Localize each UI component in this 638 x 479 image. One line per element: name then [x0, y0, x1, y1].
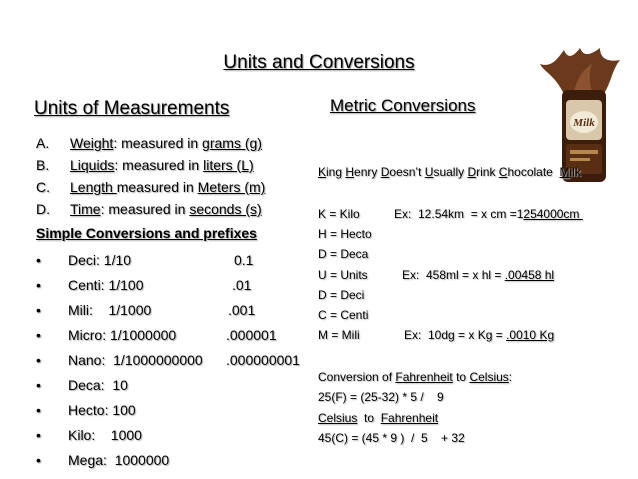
temp-text: Conversion of	[318, 370, 396, 384]
temperature-heading	[318, 367, 512, 387]
metric-answer: 254000cm	[523, 207, 583, 221]
prefix-label: Centi: 1/100	[68, 277, 144, 293]
metric-example-text: Ex: 458ml = x hl =	[402, 268, 505, 282]
temperature-formula-2: 45(C) = (45 * 9 ) / 5 + 32	[318, 431, 465, 445]
mnemonic-rest: ilk	[569, 165, 581, 179]
metric-row	[318, 285, 364, 305]
temp-text: :	[508, 370, 513, 384]
prefix-label: Nano: 1/1000000000	[68, 352, 203, 368]
carton-label: Milk	[573, 117, 595, 129]
temp-unit-fahrenheit: Fahrenheit	[395, 370, 453, 384]
bullet: •	[36, 352, 41, 368]
metric-example	[394, 204, 583, 224]
definition-sep: : measured in	[114, 157, 204, 173]
mnemonic-rest: rink	[476, 165, 499, 179]
mnemonic-initial: M	[559, 165, 570, 179]
metric-label: U = Units	[318, 268, 368, 282]
mnemonic-rest: oesn’t	[389, 165, 425, 179]
prefix-label: Deci: 1/10	[68, 252, 132, 268]
temp-text: to	[357, 411, 381, 425]
mnemonic-rest: ing	[326, 165, 346, 179]
temp-text: to	[452, 370, 470, 384]
metric-row	[318, 325, 555, 345]
metric-example	[402, 265, 554, 285]
mnemonic-initial: C	[498, 165, 508, 179]
mnemonic-rest: sually	[433, 165, 468, 179]
mnemonic-initial: D	[467, 165, 477, 179]
metric-row	[318, 244, 368, 264]
metric-label: M = Mili	[318, 328, 360, 342]
metric-example-text: Ex: 12.54km = x cm =1	[394, 207, 524, 221]
prefix-label: Deca: 10	[68, 377, 128, 393]
mnemonic-initial: K	[318, 165, 327, 179]
metric-row	[318, 265, 555, 285]
metric-example	[404, 325, 554, 345]
bullet: •	[36, 252, 41, 268]
prefix-value: 0.1	[234, 252, 254, 268]
mnemonic-line	[318, 162, 581, 182]
definition-unit: seconds (s)	[189, 201, 262, 217]
prefix-value: .01	[232, 277, 252, 293]
metric-label: C = Centi	[318, 308, 369, 322]
prefix-label: Mili: 1/1000	[68, 302, 152, 318]
definition-unit: grams (g)	[202, 135, 262, 151]
prefix-heading	[36, 222, 257, 244]
prefix-label: Kilo: 1000	[68, 427, 142, 443]
bullet: •	[36, 377, 41, 393]
bullet: •	[36, 302, 41, 318]
mnemonic-initial: U	[424, 165, 434, 179]
temp-unit-celsius: Celsius	[318, 411, 358, 425]
metric-label: D = Deci	[318, 288, 365, 302]
mnemonic-initial: H	[345, 165, 355, 179]
metric-label: K = Kilo	[318, 207, 360, 221]
definition-sep: measured in	[116, 179, 198, 195]
definition-term: Liquids	[70, 157, 115, 173]
definition-sep: : measured in	[113, 135, 203, 151]
definition-unit: liters (L)	[203, 157, 254, 173]
units-heading: Units of Measurements	[34, 98, 230, 119]
definition-marker: C.	[36, 179, 50, 195]
metric-example-text: Ex: 10dg = x Kg =	[404, 328, 507, 342]
mnemonic-rest: enry	[354, 165, 381, 179]
metric-row	[318, 204, 583, 224]
prefix-value: .000000001	[226, 352, 300, 368]
definition-sep: : measured in	[100, 201, 190, 217]
page-title: Units and Conversions	[223, 52, 415, 73]
bullet: •	[36, 452, 41, 468]
prefix-value: .000001	[226, 327, 277, 343]
prefix-label: Mega: 1000000	[68, 452, 170, 468]
prefix-label: Micro: 1/1000000	[68, 327, 177, 343]
prefix-label: Hecto: 100	[68, 402, 136, 418]
temp-unit-celsius: Celsius	[469, 370, 509, 384]
bullet: •	[36, 427, 41, 443]
mnemonic-rest: hocolate	[507, 165, 560, 179]
metric-answer: .00458 hl	[504, 268, 555, 282]
metric-label: H = Hecto	[318, 227, 372, 241]
definition-unit: Meters (m)	[197, 179, 266, 195]
metric-heading: Metric Conversions	[330, 96, 476, 115]
definition-marker: B.	[36, 157, 50, 173]
mnemonic-initial: D	[380, 165, 390, 179]
prefix-heading-text: Simple Conversions and prefixes	[36, 225, 257, 241]
prefix-value: .001	[228, 302, 256, 318]
bullet: •	[36, 327, 41, 343]
metric-row	[318, 224, 372, 244]
temperature-formula: 25(F) = (25-32) * 5 / 9	[318, 390, 444, 404]
bullet: •	[36, 402, 41, 418]
metric-answer: .0010 Kg	[506, 328, 555, 342]
metric-label: D = Deca	[318, 247, 369, 261]
definition-term: Weight	[70, 135, 114, 151]
bullet: •	[36, 277, 41, 293]
definition-term: Time	[70, 201, 101, 217]
definition-marker: D.	[36, 201, 50, 217]
definition-marker: A.	[36, 135, 50, 151]
metric-row	[318, 305, 368, 325]
definition-term: Length	[70, 179, 117, 195]
temp-unit-fahrenheit: Fahrenheit	[380, 411, 439, 425]
temperature-heading-2	[318, 408, 438, 428]
